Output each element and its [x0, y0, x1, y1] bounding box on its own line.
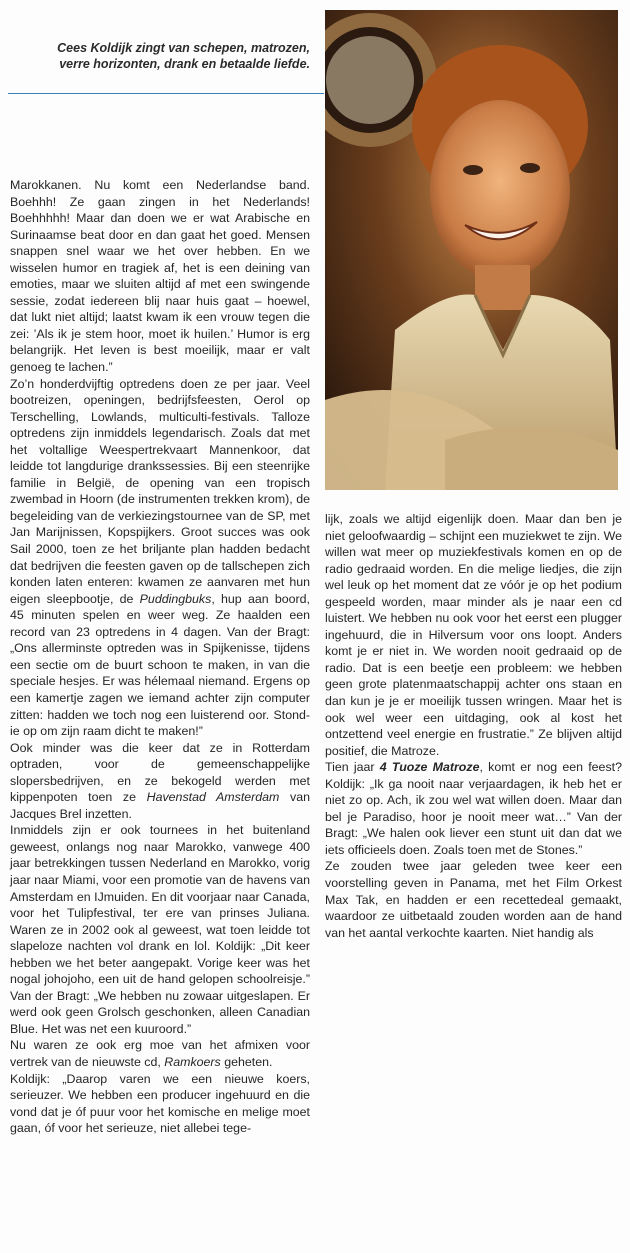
photo-caption: Cees Koldijk zingt van schepen, matrozen, verre horizonten, drank en betaalde liefde.	[57, 41, 310, 71]
text-run: 4 Tuoze Matroze	[379, 760, 480, 775]
text-run: Inmiddels zijn er ook tournees in het buitenland geweest, onlangs nog naar Marokko, vanwege 400 jaar betrekkingen tussen Nederland en Marokko, vorig jaar naar Miami, voor een promotie van de havens van Amsterdam en IJmuiden. En dit voorjaar naar Canada, voor het Tulipfestival, ter ere van prinses Juliana. Waren ze in 2002 ook al geweest, wat toen leidde tot slapeloze nachten vol drank en lol. Koldijk: „Dit keer hebben we het beter aangepakt. Vorige keer was het nogal johojoho, een uit de hand gelopen schoolreisje.” Van der Bragt: „We hebben nu zowaar uitgeslapen. Er werd ook geen Grolsch geschonken, alleen Canadian Blue. Het was net een kuuroord.”	[10, 823, 310, 1036]
text-run: Ook minder was die keer dat ze in Rotterdam optraden, voor de gemeenschappelijke slopersbedrijven, en ze bekogeld werden met kippenpoten toen ze	[10, 740, 310, 805]
text-run: geheten.	[220, 1054, 273, 1069]
text-run: Zo’n honderdvijftig optredens doen ze per jaar. Veel bootreizen, openingen, bedrijfsfeesten, Oerol op Terschelling, Lowlands, multiculti-festivals. Talloze optredens zijn inmiddels legendarisch. Zoals dat met het voltallige Weespertrekvaart Mannenkoor, dat leidde tot langdurige drankssessies. Bij een steenrijke familie in België, de opening van een tropisch zwembad in Hoorn (de instrumenten trekken krom), de begeleiding van de verkiezingstournee van de SP, met Jan Marijnissen, Kopspijkers. Groot succes was ook Sail 2000, toen ze het briljante plan hadden bedacht dat bedrijven die feesten gaven op de tallschepen zich konden laten enteren: kwamen ze aanvaren met hun eigen sleepbootje, de	[10, 376, 310, 606]
text-run: Ze zouden twee jaar geleden twee keer een voorstelling geven in Panama, met het Film Orkest Max Tak, en hadden er een recettedeal gemaakt, waardoor ze uitbetaald zouden worden aan de hand van het aantal verkochte kaarten. Niet handig als	[325, 859, 622, 940]
paragraph	[10, 177, 310, 376]
text-run: Marokkanen. Nu komt een Nederlandse band. Boehhh! Ze gaan zingen in het Nederlands! Boehhhhh! Maar dan doen we er wat Arabische en Surinaamse beat door en dan gaat het goed. Mensen snappen snel waar we het over hebben. En we wisselen humor en tragiek af, het is een deining van emoties, maar we sluiten altijd af met een swingende sessie, zodat iedereen blij naar huis gaat – hoewel, dat lukt niet altijd; laatst kwam ik een vrouw tegen die zei: ’Als ik je stem hoor, moet ik huilen.’ Humor is erg belangrijk. Het leven is best moeilijk, maar er valt genoeg te lachen.”	[10, 178, 310, 375]
paragraph	[10, 1037, 310, 1070]
text-run: lijk, zoals we altijd eigenlijk doen. Maar dan ben je niet geloofwaardig – schijnt een muziekwet te zijn. We willen wat meer op muziekfestivals komen en op de radio gedraaid worden. En die melige liedjes, die zijn wel leuk op het moment dat ze vóór je op het podium gespeeld worden, maar minder als je naar een cd luistert. We hebben nu ook voor het eerst een plugger ingehuurd, die in Hilversum voor ons loopt. Anders komt je er niet in. We worden nooit gedraaid op de radio. Dat is een beetje een probleem: we hebben geen grote platenmaatschappij achter ons staan en dan kun je je er moeilijk tussen wringen. Maar het is ook wel weer een uitdaging, ook al kost het ontzettend veel energie en frustratie.” Ze blijven altijd positief, die Matroze.	[325, 512, 622, 758]
paragraph	[10, 376, 310, 740]
text-run: , komt er nog een feest? Koldijk: „Ik ga nooit naar verjaardagen, ik heb het er niet zo op. Ach, ik zou wel wat willen doen. Maar dan bel je Paradiso, hoor je nooit meer wat…” Van der Bragt: „We halen ook liever een stunt uit dan dat we iets officieels doen. Zoals toen met de Stones.”	[325, 760, 622, 857]
paragraph	[325, 858, 622, 941]
text-run: Tien jaar	[325, 760, 380, 775]
paragraph	[325, 759, 622, 858]
text-run: , hup aan boord, 45 minuten spelen en weer weg. Ze haalden een record van 23 optredens in 4 dagen. Van der Bragt: „Ons allerminste optreden was in Spijkenisse, tijdens een sectie om de buurt schoon te maken, in van die speciale hesjes. Er was hélemaal niemand. Ergens op een kamertje zagen we iemand achter zijn computer zitten: hadden we toch nog een luisterend oor. Stond-ie op om zijn raam dicht te maken!”	[10, 591, 310, 739]
article-column-left	[10, 177, 310, 1137]
text-run: Ramkoers	[164, 1054, 221, 1069]
text-run: Nu waren ze ook erg moe van het afmixen voor vertrek van de nieuwste cd,	[10, 1038, 310, 1069]
text-run: Havenstad Amsterdam	[146, 790, 280, 805]
paragraph	[10, 1071, 310, 1137]
paragraph	[10, 822, 310, 1037]
caption-rule	[8, 93, 324, 94]
portrait-photo	[325, 10, 618, 490]
text-run: Koldijk: „Daarop varen we een nieuwe koers, serieuzer. We hebben een producer ingehuurd en die vond dat je óf puur voor het komische en melige moet gaan, óf voor het serieuze, niet allebei tege-	[10, 1071, 310, 1136]
paragraph	[325, 511, 622, 759]
paragraph	[10, 740, 310, 823]
text-run: van Jacques Brel inzetten.	[10, 790, 310, 821]
article-column-right	[325, 511, 622, 941]
text-run: Puddingbuks	[139, 591, 212, 606]
